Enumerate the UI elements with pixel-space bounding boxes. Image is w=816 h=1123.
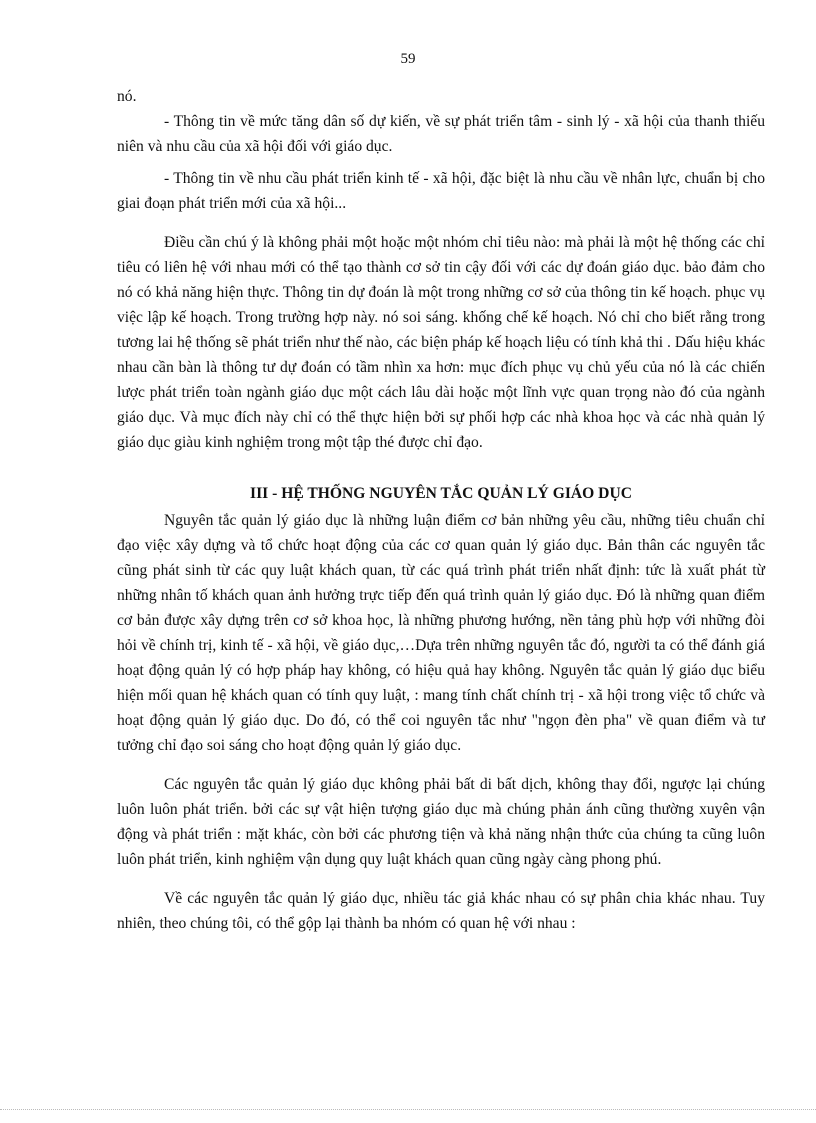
section-heading: III - HỆ THỐNG NGUYÊN TẮC QUẢN LÝ GIÁO DỤC	[250, 485, 632, 502]
page-body	[117, 84, 765, 936]
paragraph-forecast-indicators: Điều cần chú ý là không phải một hoặc một nhóm chỉ tiêu nào: mà phải là một hệ thống các chỉ tiêu có liên hệ với nhau mới có thể tạo thành cơ sở tin cậy đối với các dự đoán giáo dục. bảo đảm cho nó có khả năng hiện thực. Thông tin dự đoán là một trong những cơ sở của thông tin kế hoạch. phục vụ việc lập kế hoạch. Trong trường hợp này. nó soi sáng. khống chế kế hoạch. Nó chỉ cho biết rằng trong tương lai hệ thống sẽ phát triển như thế nào, các biện pháp kế hoạch liệu có tính khả thi . Dấu hiệu khác nhau cần bàn là thông tư dự đoán có tầm nhìn xa hơn: mục đích phục vụ chủ yếu của nó là các chiến lược phát triển toàn ngành giáo dục một cách lâu dài hoặc một lĩnh vực quan trọng nào đó của ngành giáo dục. Và mục đích này chỉ có thể thực hiện bởi sự phối hợp các nhà khoa học và các nhà quản lý giáo dục giàu kinh nghiệm trong một tập thé được chỉ đạo.	[117, 234, 765, 451]
page-number: 59	[400, 51, 416, 67]
paragraph-principles-development: Các nguyên tắc quản lý giáo dục không phải bất di bất dịch, không thay đổi, ngược lại chúng luôn luôn phát triển. bởi các sự vật hiện tượng giáo dục mà chúng phản ánh cũng thường xuyên vận động và phát triển : mặt khác, còn bởi các phương tiện và khả năng nhận thức của chúng ta cũng luôn luôn phát triển, kinh nghiệm vận dụng quy luật khách quan cũng ngày càng phong phú.	[117, 776, 765, 868]
bullet-economic-info: - Thông tin về nhu cầu phát triển kinh tế - xã hội, đặc biệt là nhu cầu về nhân lực, chuẩn bị cho giai đoạn phát triển mới của xã hội...	[117, 170, 765, 212]
paragraph-continuation: nó.	[117, 88, 137, 105]
paragraph-principles-groups: Về các nguyên tắc quản lý giáo dục, nhiều tác giả khác nhau có sự phân chia khác nhau. Tuy nhiên, theo chúng tôi, có thể gộp lại thành ba nhóm có quan hệ với nhau :	[117, 890, 765, 932]
page-bottom-divider	[0, 1109, 816, 1110]
bullet-population-info: - Thông tin về mức tăng dân số dự kiến, về sự phát triển tâm - sinh lý - xã hội của thanh thiếu niên và nhu cầu của xã hội đối với giáo dục.	[117, 113, 765, 155]
paragraph-principles-definition: Nguyên tắc quản lý giáo dục là những luận điểm cơ bản những yêu cầu, những tiêu chuẩn chỉ đạo việc xây dựng và tổ chức hoạt động của các cơ quan quản lý giáo dục. Bản thân các nguyên tắc cũng phát sinh từ các quy luật khách quan, từ các quá trình phát triển nhất định: tức là xuất phát từ những nhân tố khách quan ảnh hưởng trực tiếp đến quá trình quản lý giáo dục. Đó là những quan điểm cơ bản được xây dựng trên cơ sở khoa học, là những phương hướng, nền tảng phù hợp với những đòi hỏi về chính trị, kinh tế - xã hội, về giáo dục,…Dựa trên những nguyên tắc đó, người ta có thể đánh giá hoạt động quản lý có hợp pháp hay không, có hiệu quả hay không. Nguyên tắc quản lý giáo dục biểu hiện mối quan hệ khách quan có tính quy luật, : mang tính chất chính trị - xã hội trong việc tổ chức và hoạt động quản lý giáo dục. Do đó, có thể coi nguyên tắc như "ngọn đèn pha" về quan điểm và tư tưởng chỉ đạo soi sáng cho hoạt động quản lý giáo dục.	[117, 512, 765, 754]
